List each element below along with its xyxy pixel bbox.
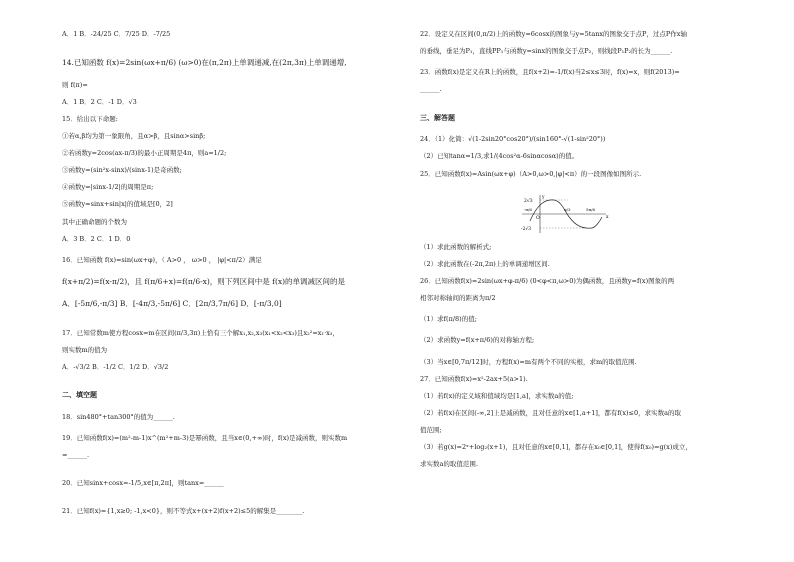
text-line: 求实数a的取值范围.	[420, 460, 478, 469]
text-line: 15．给出以下命题:	[62, 114, 118, 123]
graph-label-x-mid: π/3	[564, 206, 571, 212]
line-gap	[62, 264, 382, 277]
line-gap	[62, 286, 382, 299]
line-gap	[62, 371, 382, 391]
line-gap	[420, 161, 740, 170]
line-gap	[62, 337, 382, 346]
text-line: 17．已知常数m使方程cosx=m在区间(π/3,3π)上恰有三个解x₁,x₂,x₃(x₁<x₂<x₃)且x₂²=x₁·x₃，	[62, 328, 339, 337]
line-gap	[420, 251, 740, 260]
text-line: =______.	[62, 451, 90, 459]
graph-label-x-right: 5π/6	[586, 206, 596, 212]
line-gap	[62, 459, 382, 479]
line-gap	[420, 366, 740, 375]
text-line: 的垂线，垂足为P₁，直线PP₁与函数y=sinx的图象交于点P₂，则线段P₁P₂的长为______.	[420, 47, 673, 56]
text-line: （2）若f(x)在区间(-∞,2]上是减函数，且对任意的x∈[1,a+1]，都有f(x)≤0，求实数a的取	[420, 408, 681, 417]
text-line: ④函数y=|sinx-1/2|的周期是π;	[62, 183, 154, 192]
text-line: 相邻对称轴间的距离为π/2	[420, 294, 496, 303]
line-gap	[62, 515, 382, 524]
line-gap	[62, 309, 382, 329]
text-line: 19．已知函数f(x)=(m²-m-1)x^(m²+m-3)是幂函数，且当x∈(0,+∞)时，f(x)是减函数，则实数m	[62, 433, 348, 442]
text-line: （1）若f(x)的定义域和值域均是[1,a]，求实数a的值;	[420, 391, 574, 400]
right-column-bottom	[420, 243, 740, 478]
text-line: 则实数m的值为	[62, 345, 108, 354]
sine-graph	[520, 193, 610, 235]
text-line: 其中正确命题的个数为	[62, 217, 127, 226]
text-line: f(x+π/2)=f(x-π/2)，且 f(π/6+x)=f(π/6-x)，则下列区间中是 f(x)的单调减区间的是	[62, 276, 346, 286]
line-gap	[62, 421, 382, 434]
line-gap	[420, 268, 740, 277]
line-gap	[62, 400, 382, 413]
text-line: （1）求f(π/8)的值;	[420, 315, 477, 324]
text-line: 23．函数f(x)是定义在R上的函数，且f(x+2)=-1/f(x)当2≤x≤3时，f(x)=x，则f(2013)=	[420, 68, 680, 77]
line-gap	[420, 76, 740, 85]
line-gap	[62, 106, 382, 115]
line-gap	[420, 400, 740, 409]
text-line: 14.已知函数 f(x)=2sin(ωx+π/6) (ω>0)在(π,2π)上单调递减,在(2π,3π)上单调递增,	[62, 58, 347, 68]
graph-label-y: y	[542, 194, 545, 200]
line-gap	[420, 55, 740, 68]
line-gap	[420, 451, 740, 460]
line-gap	[62, 487, 382, 507]
line-gap	[420, 94, 740, 114]
text-line: 20．已知sinx+cosx=-1/5,x∈[π,2π]，则tanx=______	[62, 479, 224, 488]
line-gap	[420, 468, 740, 477]
graph-label-o: O	[536, 215, 540, 221]
line-gap	[420, 285, 740, 294]
text-line: ⑤函数y=sinx+sin|x|的值域是[0，2]	[62, 200, 173, 209]
text-line: 16．已知函数 f(x)=sin(ωx+φ)，（ A>0 ， ω>0 ， |φ|<π/2）满足	[62, 255, 262, 264]
text-line: 26．已知函数f(x)=2sin(ωx+φ-π/6) (0<φ<π,ω>0)为偶函数，且函数y=f(x)图象的两	[420, 277, 675, 285]
text-line: 则 f(π)=	[62, 80, 88, 89]
graph-label-y-top: 2√3	[524, 198, 533, 204]
line-gap	[420, 434, 740, 443]
line-gap	[62, 140, 382, 149]
line-gap	[62, 89, 382, 98]
line-gap	[420, 345, 740, 358]
text-line: 21．已知f(x)={1,x≥0; -1,x<0}，则不等式x+(x+2)f(x+2)≤5的解集是________.	[62, 507, 305, 516]
line-gap	[62, 209, 382, 218]
line-gap	[420, 383, 740, 392]
line-gap	[420, 178, 740, 187]
line-gap	[420, 122, 740, 135]
line-gap	[420, 38, 740, 47]
line-gap	[62, 354, 382, 363]
text-line: 24．（1）化简：√(1-2sin20°cos20°)/(sin160°-√(1-sin²20°))	[420, 135, 606, 144]
text-line: A．1 B．2 C．-1 D．√3	[62, 97, 137, 106]
line-gap	[62, 123, 382, 132]
text-line: （2）求函数y=f(x+π/6)的对称轴方程;	[420, 336, 535, 345]
line-gap	[62, 157, 382, 166]
right-column	[420, 30, 740, 477]
graph-label-x: x	[606, 214, 609, 220]
text-line: A．[-5π/6,-π/3] B．[-4π/3,-5π/6] C．[2π/3,7π/6] D．[-π/3,0]	[62, 299, 282, 309]
text-line: 22．设定义在区间(0,π/2)上的函数y=6cosx的图象与y=5tanx的图象交于点P，过点P作x轴	[420, 30, 687, 38]
text-line: （2）已知tanα=1/3,求1/(4cos²α-6sinαcosα)的值。	[420, 152, 579, 161]
graph-label-x-left: -π/6	[524, 206, 532, 212]
line-gap	[420, 302, 740, 315]
left-column	[62, 30, 382, 524]
text-line: 27．已知函数f(x)=x²-2ax+5(a>1).	[420, 374, 528, 383]
line-gap	[420, 143, 740, 152]
line-gap	[62, 38, 382, 58]
text-line: 值范围;	[420, 426, 442, 434]
line-gap	[62, 174, 382, 183]
text-line: 三、解答题	[420, 113, 455, 122]
text-line: ______.	[420, 85, 442, 94]
text-line: ①若α,β均为第一象限角，且α>β，且sinα>sinβ;	[62, 131, 206, 140]
text-line: ②若函数y=2cos(ax-π/3)的最小正周期是4π，则a=1/2;	[62, 149, 227, 157]
line-gap	[62, 442, 382, 451]
line-gap	[62, 226, 382, 235]
text-line: 25．已知函数f(x)=Asin(ωx+φ)（A>0,ω>0,|φ|<π）的一段图像如图所示.	[420, 169, 642, 178]
line-gap	[62, 243, 382, 256]
line-gap	[62, 191, 382, 200]
text-line: （2）求此函数在(-2π,2π)上的单调递增区间.	[420, 259, 550, 268]
graph-label-y-bottom: -2√3	[521, 226, 532, 232]
text-line: A．-√3/2 B．-1/2 C．1/2 D．√3/2	[62, 362, 169, 371]
text-line: ③函数y=(sin²x-sinx)/(sinx-1)是奇函数;	[62, 166, 182, 175]
text-line: （3）当x∈[0,7π/12]时，方程f(x)=m有两个不同的实根，求m的取值范围.	[420, 357, 637, 366]
text-line: 二、填空题	[62, 391, 97, 399]
line-gap	[62, 68, 382, 81]
line-gap	[420, 323, 740, 336]
text-line: （1）求此函数的解析式;	[420, 242, 492, 251]
text-line: A．1 B．-24/25 C．7/25 D．-7/25	[62, 30, 171, 38]
text-line: （3）若g(x)=2ˣ+log₂(x+1)，且对任意的x∈[0,1]，都存在x₀∈[0,1]，使得f(x₀)=g(x)成立，	[420, 443, 692, 452]
right-column-top	[420, 30, 740, 187]
line-gap	[420, 417, 740, 426]
text-line: 18．sin480°+tan300°的值为______.	[62, 412, 175, 421]
text-line: A．3 B．2 C．1 D．0	[62, 234, 131, 243]
